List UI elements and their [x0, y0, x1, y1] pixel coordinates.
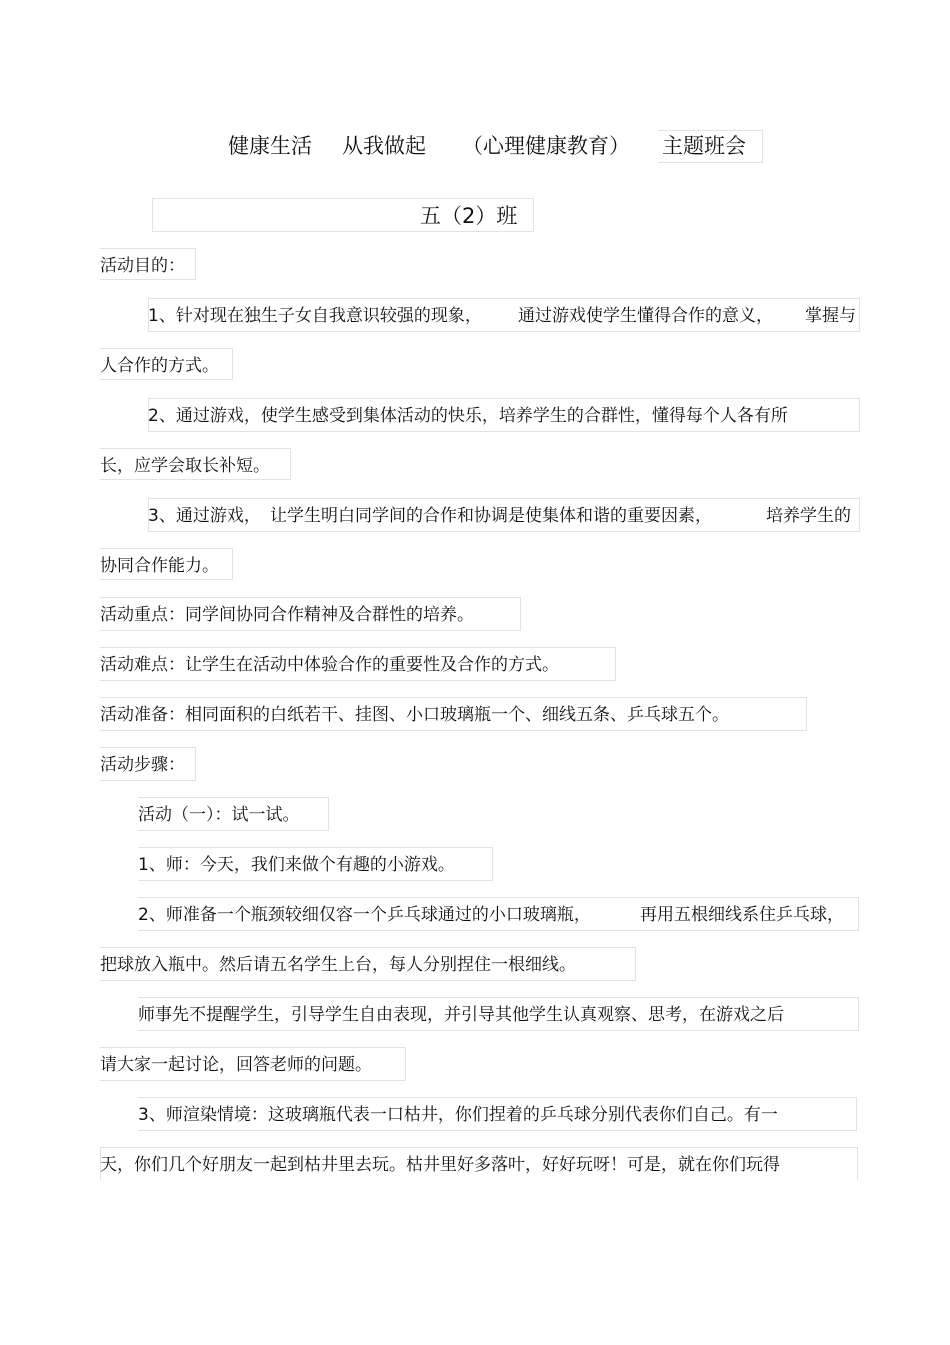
objectives-heading: 活动目的： [100, 256, 185, 276]
activity-1-heading: 活动（一）：试一试。 [138, 805, 300, 825]
objective-1-line2: 人合作的方式。 [100, 356, 219, 376]
objective-1-line1-b: 通过游戏使学生懂得合作的意义， [518, 306, 773, 326]
objective-3-line2: 协同合作能力。 [100, 556, 219, 576]
objective-2-line1: 2、通过游戏，使学生感受到集体活动的快乐，培养学生的合群性，懂得每个人各有所 [148, 406, 788, 426]
title-part-3: （心理健康教育） [462, 134, 630, 158]
activity-1-paragraph-2-line1-b: 再用五根细线系住乒乓球， [640, 905, 844, 925]
objective-2-line2: 长，应学会取长补短。 [100, 456, 270, 476]
title-part-2: 从我做起 [342, 134, 426, 158]
steps-heading: 活动步骤： [100, 755, 185, 775]
activity-1-paragraph-2-line2: 把球放入瓶中。然后请五名学生上台，每人分别捏住一根细线。 [100, 955, 576, 975]
preparation: 活动准备：相同面积的白纸若干、挂图、小口玻璃瓶一个、细线五条、乒乓球五个。 [100, 705, 729, 725]
activity-1-paragraph-1: 1、师：今天，我们来做个有趣的小游戏。 [138, 855, 455, 875]
title-part-4: 主题班会 [662, 134, 746, 158]
activity-1-paragraph-3-line1: 师事先不提醒学生，引导学生自由表现，并引导其他学生认真观察、思考，在游戏之后 [138, 1005, 784, 1025]
activity-1-paragraph-2-line1-a: 2、师准备一个瓶颈较细仅容一个乒乓球通过的小口玻璃瓶， [138, 905, 591, 925]
activity-1-paragraph-4-line2: 天，你们几个好朋友一起到枯井里去玩。枯井里好多落叶，好好玩呀！可是，就在你们玩得 [100, 1155, 780, 1175]
objective-1-line1-c: 掌握与 [805, 306, 856, 326]
difficulty: 活动难点：让学生在活动中体验合作的重要性及合作的方式。 [100, 655, 559, 675]
activity-1-paragraph-4-line1: 3、师渲染情境：这玻璃瓶代表一口枯井，你们捏着的乒乓球分别代表你们自己。有一 [138, 1105, 778, 1125]
key-point: 活动重点：同学间协同合作精神及合群性的培养。 [100, 605, 474, 625]
activity-1-paragraph-3-line2: 请大家一起讨论，回答老师的问题。 [100, 1055, 372, 1075]
objective-1-line1-a: 1、针对现在独生子女自我意识较强的现象， [148, 306, 482, 326]
objective-3-line1-b: 让学生明白同学间的合作和协调是使集体和谐的重要因素， [270, 506, 712, 526]
class-name: 五（2）班 [420, 204, 518, 228]
title-part-1: 健康生活 [228, 134, 312, 158]
objective-3-line1-c: 培养学生的 [766, 506, 851, 526]
objective-3-line1-a: 3、通过游戏， [148, 506, 261, 526]
